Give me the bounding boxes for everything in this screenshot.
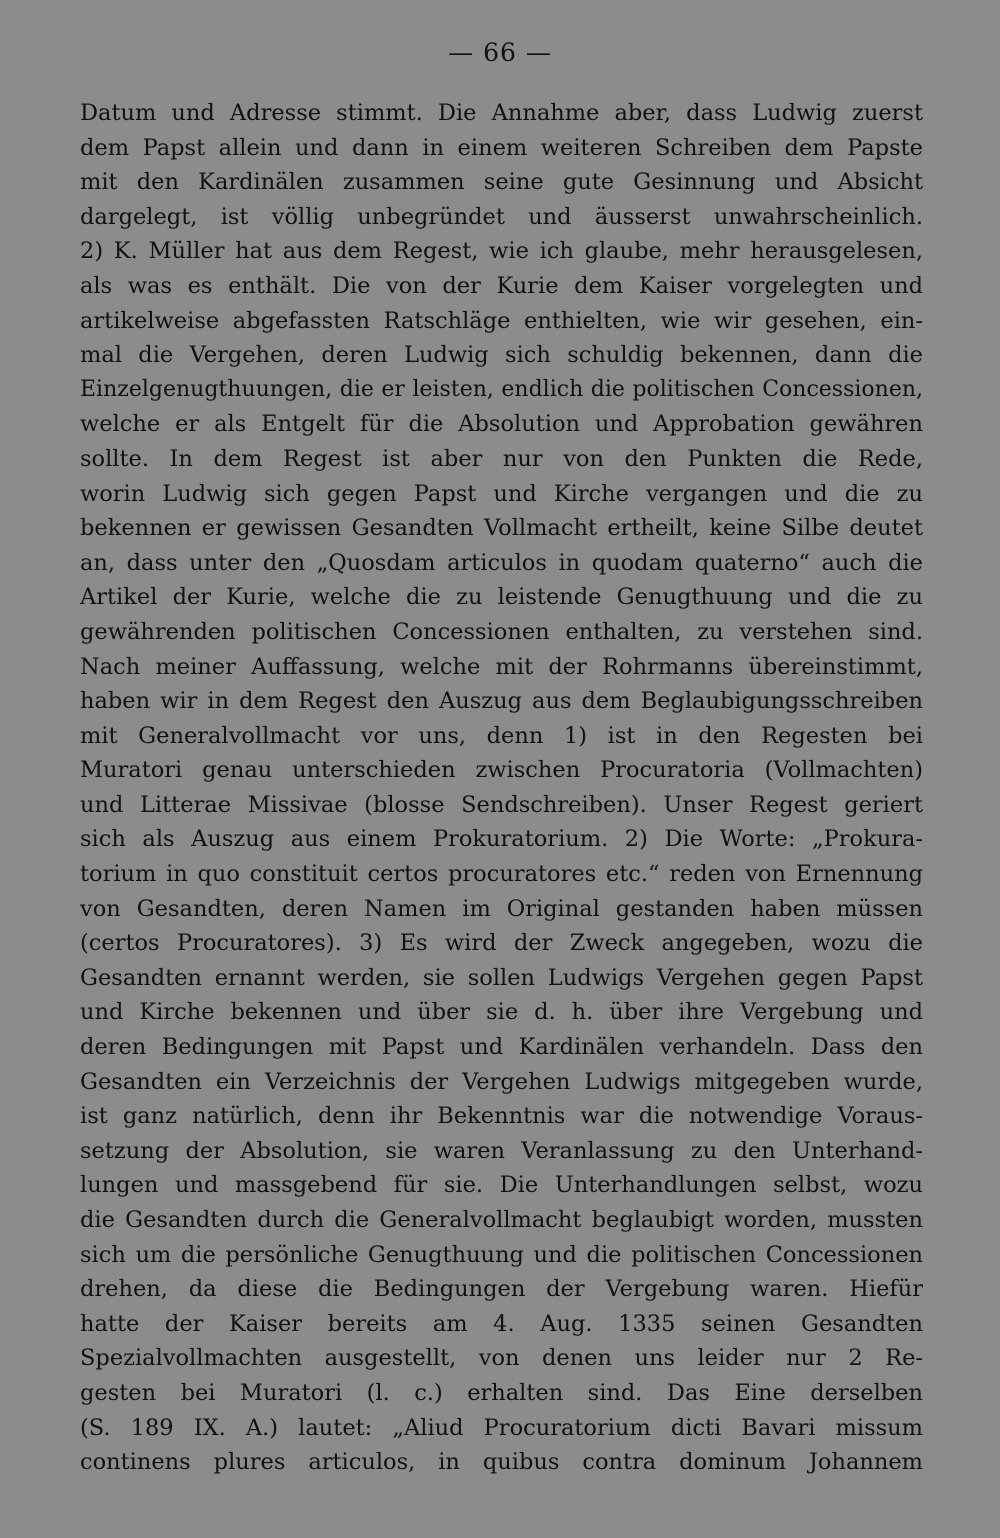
text-line: mit Generalvollmacht vor uns, denn 1) ist in den Regesten bei bbox=[80, 722, 923, 749]
text-line: gewährenden politischen Concessionen enthalten, zu verstehen sind. bbox=[80, 618, 923, 645]
text-line: setzung der Absolution, sie waren Veranlassung zu den Unterhand- bbox=[80, 1137, 923, 1164]
text-line: sich um die persönliche Genugthuung und die politischen Concessionen bbox=[80, 1241, 923, 1268]
body-text bbox=[80, 96, 923, 1480]
text-line: Gesandten ein Verzeichnis der Vergehen Ludwigs mitgegeben wurde, bbox=[80, 1068, 923, 1095]
text-line: und Litterae Missivae (blosse Sendschreiben). Unser Regest geriert bbox=[80, 791, 923, 818]
text-line: bekennen er gewissen Gesandten Vollmacht ertheilt, keine Silbe deutet bbox=[80, 515, 923, 542]
text-line: dem Papst allein und dann in einem weiteren Schreiben dem Papste bbox=[80, 134, 923, 161]
text-line: Muratori genau unterschieden zwischen Procuratoria (Vollmachten) bbox=[80, 757, 923, 784]
text-line: drehen, da diese die Bedingungen der Vergebung waren. Hiefür bbox=[80, 1276, 923, 1303]
page-number: — 66 — bbox=[448, 38, 552, 67]
text-line: Einzelgenugthuungen, die er leisten, endlich die politischen Concessionen, bbox=[80, 376, 923, 402]
text-line: worin Ludwig sich gegen Papst und Kirche vergangen und die zu bbox=[80, 480, 923, 507]
text-line: 2) K. Müller hat aus dem Regest, wie ich glaube, mehr herausgelesen, bbox=[80, 238, 923, 265]
text-line: als was es enthält. Die von der Kurie dem Kaiser vorgelegten und bbox=[80, 272, 923, 299]
text-line: Spezialvollmachten ausgestellt, von denen uns leider nur 2 Re- bbox=[80, 1345, 923, 1372]
text-line: (S. 189 IX. A.) lautet: „Aliud Procuratorium dicti Bavari missum bbox=[80, 1414, 923, 1441]
text-line: an, dass unter den „Quosdam articulos in quodam quaterno“ auch die bbox=[80, 549, 923, 576]
text-line: sollte. In dem Regest ist aber nur von den Punkten die Rede, bbox=[80, 445, 923, 472]
text-line: Gesandten ernannt werden, sie sollen Ludwigs Vergehen gegen Papst bbox=[80, 964, 923, 991]
text-line: torium in quo constituit certos procuratores etc.“ reden von Ernennung bbox=[80, 861, 923, 888]
text-line: dargelegt, ist völlig unbegründet und äusserst unwahrscheinlich. bbox=[80, 203, 923, 230]
text-line: hatte der Kaiser bereits am 4. Aug. 1335 seinen Gesandten bbox=[80, 1310, 923, 1337]
text-line: ist ganz natürlich, denn ihr Bekenntnis war die notwendige Voraus- bbox=[80, 1103, 923, 1130]
text-line: continens plures articulos, in quibus contra dominum Johannem bbox=[80, 1449, 923, 1476]
text-line: Nach meiner Auffassung, welche mit der Rohrmanns übereinstimmt, bbox=[80, 653, 923, 680]
text-line: die Gesandten durch die Generalvollmacht beglaubigt worden, mussten bbox=[80, 1207, 923, 1233]
text-line: Artikel der Kurie, welche die zu leistende Genugthuung und die zu bbox=[80, 584, 923, 611]
text-line: gesten bei Muratori (l. c.) erhalten sind. Das Eine derselben bbox=[80, 1379, 923, 1406]
text-line: haben wir in dem Regest den Auszug aus dem Beglaubigungsschreiben bbox=[80, 688, 923, 715]
text-line: artikelweise abgefassten Ratschläge enthielten, wie wir gesehen, ein- bbox=[80, 307, 923, 334]
text-line: sich als Auszug aus einem Prokuratorium. 2) Die Worte: „Prokura- bbox=[80, 826, 923, 853]
text-line: welche er als Entgelt für die Absolution und Approbation gewähren bbox=[80, 411, 923, 438]
text-line: (certos Procuratores). 3) Es wird der Zweck angegeben, wozu die bbox=[80, 930, 923, 957]
text-line: mal die Vergehen, deren Ludwig sich schuldig bekennen, dann die bbox=[80, 342, 923, 369]
text-line: Datum und Adresse stimmt. Die Annahme aber, dass Ludwig zuerst bbox=[80, 100, 923, 126]
text-line: von Gesandten, deren Namen im Original gestanden haben müssen bbox=[80, 895, 923, 922]
text-line: deren Bedingungen mit Papst und Kardinälen verhandeln. Dass den bbox=[80, 1034, 923, 1061]
text-line: mit den Kardinälen zusammen seine gute Gesinnung und Absicht bbox=[80, 169, 923, 196]
text-line: und Kirche bekennen und über sie d. h. über ihre Vergebung und bbox=[80, 999, 923, 1026]
text-line: lungen und massgebend für sie. Die Unterhandlungen selbst, wozu bbox=[80, 1172, 923, 1199]
